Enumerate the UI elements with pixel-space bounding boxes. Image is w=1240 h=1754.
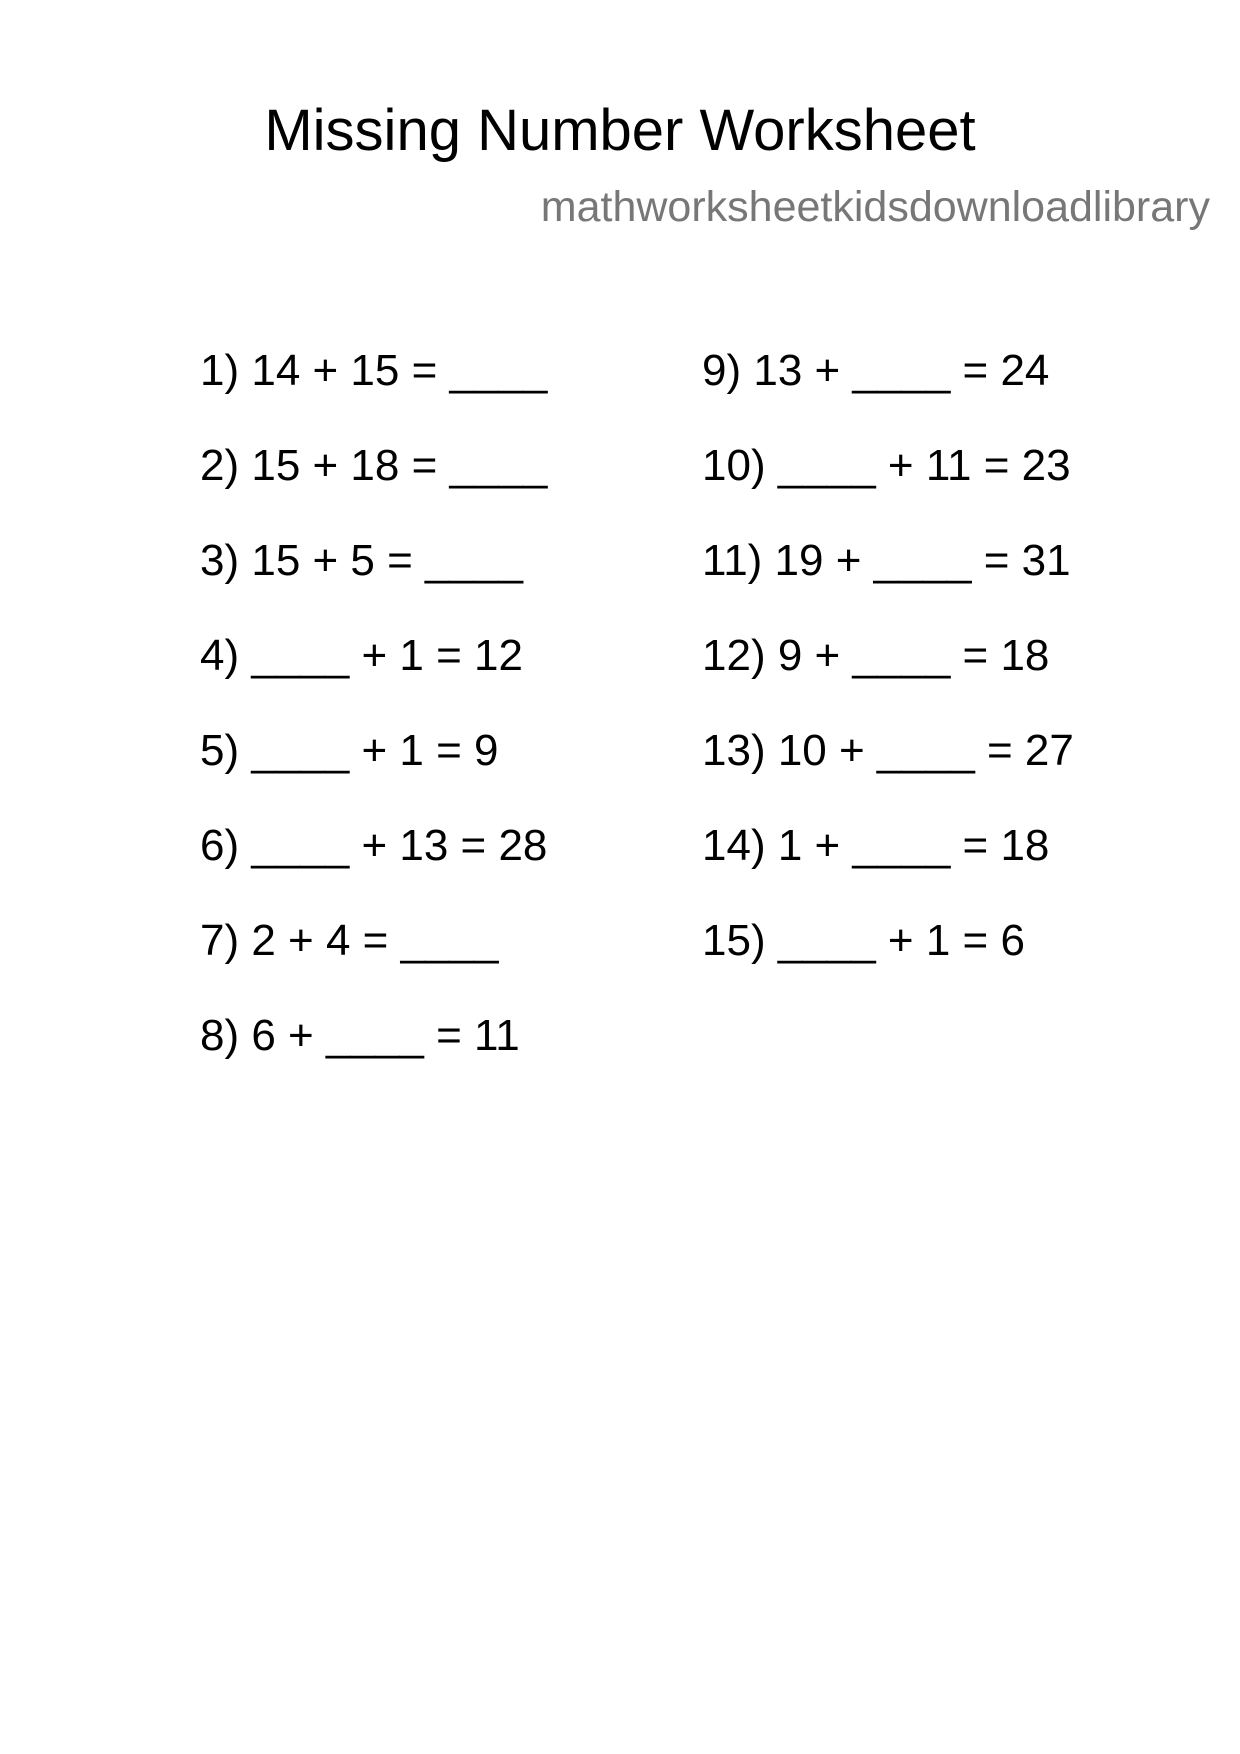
problem-7: 7) 2 + 4 = ____ xyxy=(200,916,499,965)
problems-left-column xyxy=(200,346,547,1106)
problem-5: 5) ____ + 1 = 9 xyxy=(200,726,499,775)
worksheet-title: Missing Number Worksheet xyxy=(264,98,976,163)
problem-10: 10) ____ + 11 = 23 xyxy=(702,441,1071,490)
problem-9: 9) 13 + ____ = 24 xyxy=(702,346,1050,395)
problem-13: 13) 10 + ____ = 27 xyxy=(702,726,1074,775)
problem-14: 14) 1 + ____ = 18 xyxy=(702,821,1050,870)
source-watermark: mathworksheetkidsdownloadlibrary xyxy=(540,183,1210,231)
problem-12: 12) 9 + ____ = 18 xyxy=(702,631,1050,680)
problem-4: 4) ____ + 1 = 12 xyxy=(200,631,523,680)
problem-6: 6) ____ + 13 = 28 xyxy=(200,821,548,870)
problems-right-column xyxy=(702,346,1074,1011)
problem-3: 3) 15 + 5 = ____ xyxy=(200,536,523,585)
problem-1: 1) 14 + 15 = ____ xyxy=(200,346,548,395)
problem-11: 11) 19 + ____ = 31 xyxy=(702,536,1071,585)
problem-2: 2) 15 + 18 = ____ xyxy=(200,441,548,490)
problem-8: 8) 6 + ____ = 11 xyxy=(200,1011,520,1060)
problem-15: 15) ____ + 1 = 6 xyxy=(702,916,1025,965)
